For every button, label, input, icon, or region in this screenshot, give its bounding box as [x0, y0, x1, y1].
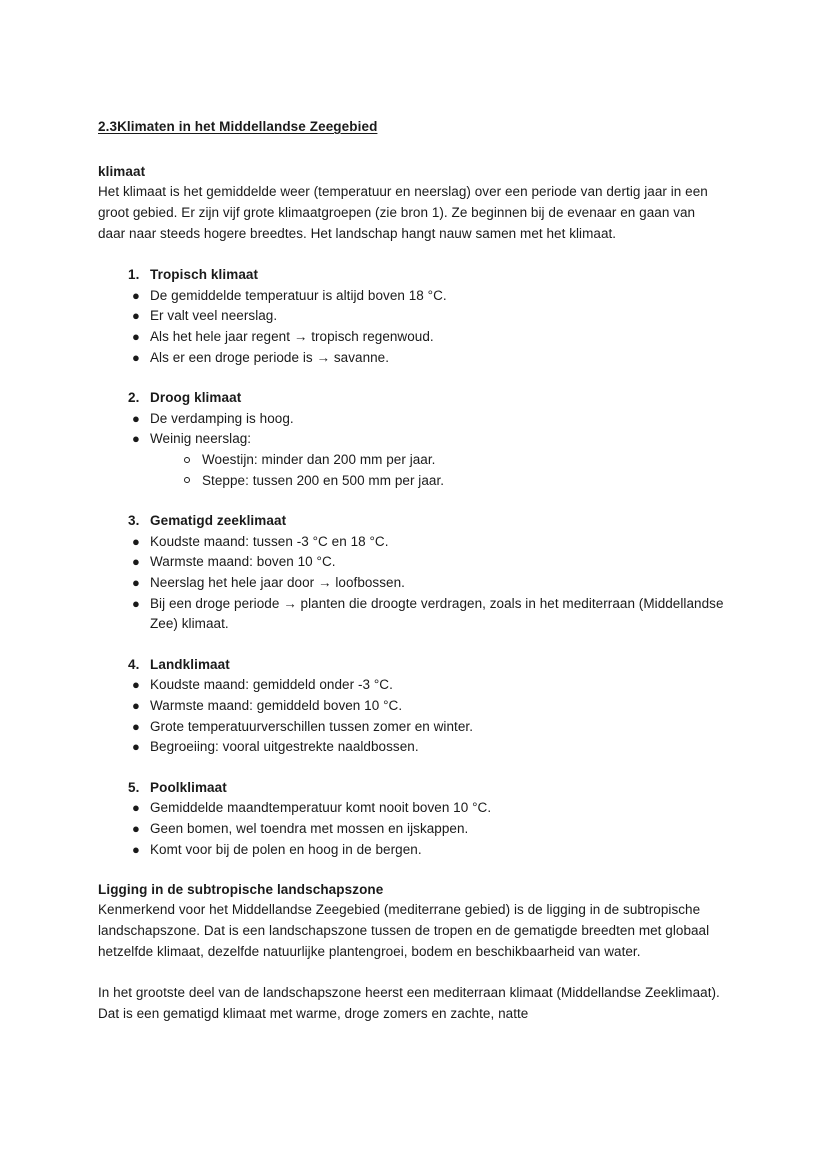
climate-sub-bullet-list — [98, 450, 724, 491]
spacer — [98, 635, 724, 655]
list-item — [98, 675, 724, 696]
bullet-dot-icon: ● — [132, 329, 140, 345]
bullet-dot-icon: ● — [132, 308, 140, 324]
sub-list-item — [98, 450, 724, 471]
climate-group-title — [98, 388, 724, 409]
climate-group-number: 2. — [128, 390, 140, 406]
bullet-dot-icon: ● — [132, 287, 140, 303]
climate-group-name: Gematigd zeeklimaat — [150, 513, 287, 529]
list-item — [98, 532, 724, 553]
spacer — [98, 962, 724, 983]
list-item-text: Als het hele jaar regent → tropisch regenwoud. — [150, 329, 434, 345]
climate-group-number: 5. — [128, 779, 140, 795]
climate-group-title — [98, 265, 724, 286]
spacer — [98, 368, 724, 388]
climate-group-name: Poolklimaat — [150, 779, 227, 795]
list-item — [98, 696, 724, 717]
spacer — [98, 491, 724, 511]
climate-group-title — [98, 655, 724, 676]
list-item — [98, 409, 724, 430]
list-item-text: Er valt veel neerslag. — [150, 308, 278, 324]
climate-group-title — [98, 778, 724, 799]
climate-group-number: 3. — [128, 513, 140, 529]
climate-groups-list — [98, 265, 724, 880]
climate-group-number: 1. — [128, 267, 140, 283]
sub-list-item-text: Steppe: tussen 200 en 500 mm per jaar. — [202, 472, 445, 488]
climate-group — [98, 265, 724, 368]
climate-group — [98, 511, 724, 635]
bullet-dot-icon: ● — [132, 718, 140, 734]
sub-list-item-text: Woestijn: minder dan 200 mm per jaar. — [202, 452, 436, 467]
list-item-text: Weinig neerslag: — [150, 431, 252, 447]
list-item — [98, 594, 724, 635]
climate-group-name: Tropisch klimaat — [150, 267, 259, 283]
spacer — [98, 244, 724, 265]
climate-group-name: Droog klimaat — [150, 390, 242, 406]
bullet-dot-icon: ● — [132, 595, 140, 611]
spacer — [98, 136, 724, 162]
list-item — [98, 306, 724, 327]
climate-group — [98, 778, 724, 860]
bullet-dot-icon: ● — [132, 533, 140, 549]
climate-bullet-list — [98, 798, 724, 860]
climate-group-number: 4. — [128, 656, 140, 672]
list-item-text: Neerslag het hele jaar door → loofbossen. — [150, 574, 405, 590]
spacer — [98, 758, 724, 778]
document-content — [98, 118, 724, 1024]
climate-group-title — [98, 511, 724, 532]
list-item-text: De gemiddelde temperatuur is altijd boven 18 °C. — [150, 287, 447, 303]
bullet-dot-icon: ● — [132, 574, 140, 590]
page-title-text: 2.3Klimaten in het Middellandse Zeegebied — [98, 119, 378, 134]
bullet-dot-icon: ● — [132, 697, 140, 713]
list-item-text: Als er een droge periode is → savanne. — [150, 349, 390, 365]
bullet-dot-icon: ● — [132, 800, 140, 816]
bullet-dot-icon: ● — [132, 410, 140, 426]
list-item — [98, 429, 724, 450]
climate-group — [98, 655, 724, 758]
bullet-dot-icon: ● — [132, 431, 140, 447]
list-item-text: Begroeiing: vooral uitgestrekte naaldbossen. — [150, 739, 419, 755]
list-item-text: Warmste maand: boven 10 °C. — [150, 554, 336, 570]
climate-group — [98, 388, 724, 491]
list-item — [98, 819, 724, 840]
list-item-text: De verdamping is hoog. — [150, 410, 294, 426]
list-item-text: Bij een droge periode → planten die droogte verdragen, zoals in het mediterraan (Middellandse Zee) klimaat. — [150, 595, 724, 632]
list-item — [98, 737, 724, 758]
bullet-dot-icon: ● — [132, 349, 140, 365]
list-item — [98, 286, 724, 307]
list-item-text: Koudste maand: gemiddeld onder -3 °C. — [150, 677, 393, 693]
list-item — [98, 717, 724, 738]
list-item — [98, 840, 724, 861]
closing-paragraph-2: In het grootste deel van de landschapszone heerst een mediterraan klimaat (Middellandse Zeeklimaat). Dat is een gematigd klimaat met warme, droge zomers en zachte, natte — [98, 985, 720, 1021]
climate-bullet-list — [98, 675, 724, 757]
list-item — [98, 798, 724, 819]
climate-group-name: Landklimaat — [150, 656, 230, 672]
climate-bullet-list — [98, 286, 724, 368]
bullet-circle-icon — [184, 477, 190, 483]
section-heading-klimaat: klimaat — [98, 164, 146, 180]
bullet-dot-icon: ● — [132, 739, 140, 755]
list-item-text: Koudste maand: tussen -3 °C en 18 °C. — [150, 533, 389, 549]
bullet-dot-icon: ● — [132, 820, 140, 836]
climate-bullet-list — [98, 409, 724, 491]
bullet-dot-icon: ● — [132, 677, 140, 693]
list-item — [98, 573, 724, 594]
bullet-dot-icon: ● — [132, 841, 140, 857]
list-item-text: Komt voor bij de polen en hoog in de bergen. — [150, 841, 422, 857]
list-item — [98, 552, 724, 573]
section-heading-ligging: Ligging in de subtropische landschapszone — [98, 882, 384, 898]
sub-list-item — [98, 471, 724, 492]
closing-paragraph-1: Kenmerkend voor het Middellandse Zeegebied (mediterrane gebied) is de ligging in de subtropische landschapszone. Dat is een landschapszone tussen de tropen en de gematigde breedten met globaal hetzelfde klimaat, dezelfde natuurlijke plantengroei, bodem en beschikbaarheid van water. — [98, 902, 710, 959]
list-item — [98, 348, 724, 369]
list-item-text: Grote temperatuurverschillen tussen zomer en winter. — [150, 718, 473, 734]
climate-bullet-list — [98, 532, 724, 635]
bullet-circle-icon — [184, 457, 190, 463]
list-item-text: Geen bomen, wel toendra met mossen en ijskappen. — [150, 820, 469, 836]
list-item — [98, 327, 724, 348]
spacer — [98, 860, 724, 880]
intro-paragraph: Het klimaat is het gemiddelde weer (temperatuur en neerslag) over een periode van dertig jaar in een groot gebied. Er zijn vijf grote klimaatgroepen (zie bron 1). Ze beginnen bij de evenaar en gaan van daar naar steeds hogere breedtes. Het landschap hangt nauw samen met het klimaat. — [98, 184, 708, 241]
list-item-text: Warmste maand: gemiddeld boven 10 °C. — [150, 697, 403, 713]
list-item-text: Gemiddelde maandtemperatuur komt nooit boven 10 °C. — [150, 800, 492, 816]
page-title — [98, 118, 724, 136]
bullet-dot-icon: ● — [132, 554, 140, 570]
